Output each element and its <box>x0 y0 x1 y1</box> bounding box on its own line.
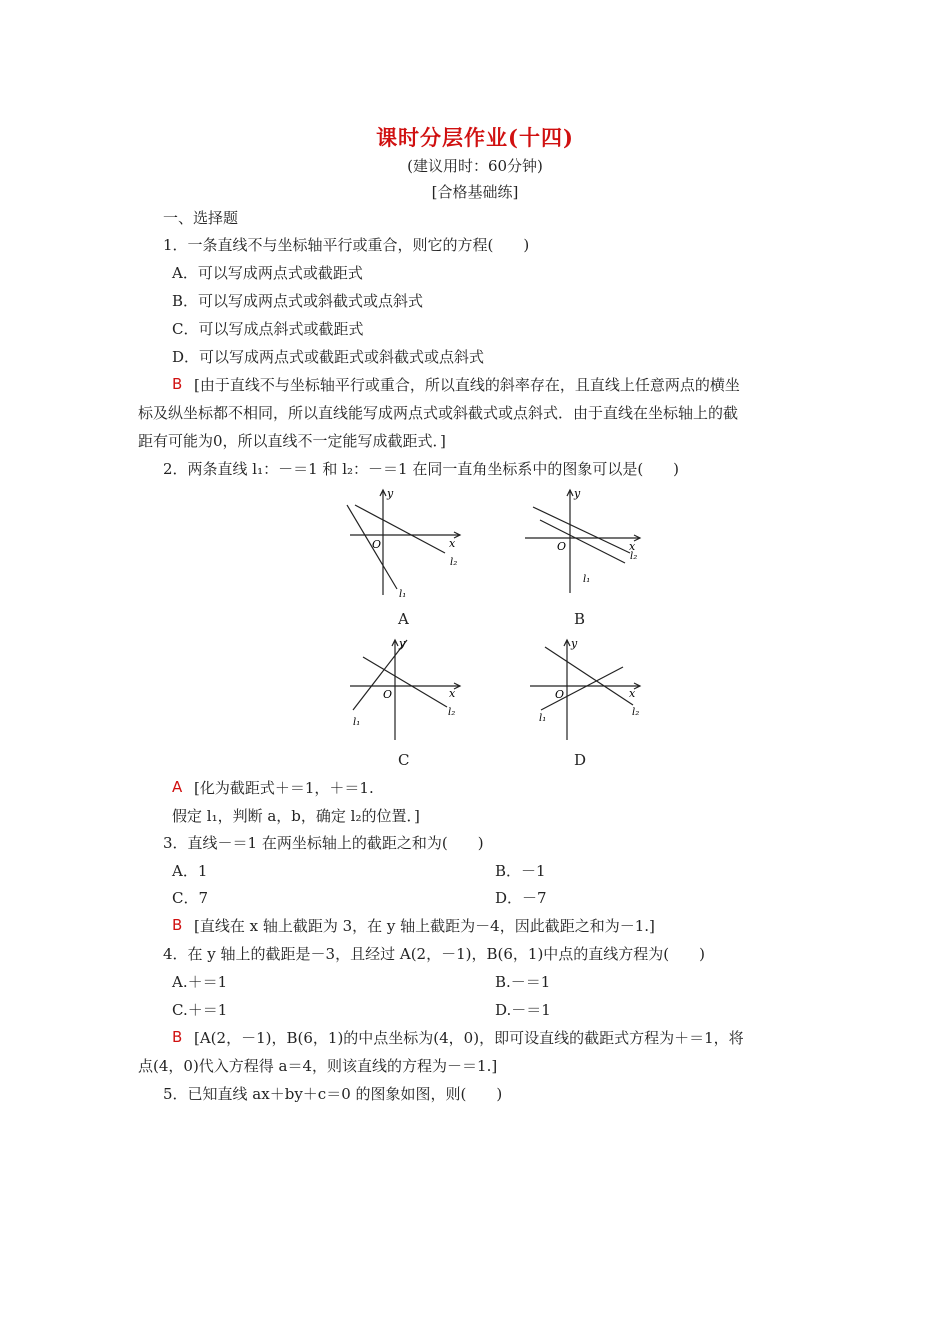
q3-option-a: A．1 <box>172 862 208 880</box>
q3-option-b: B．－1 <box>495 862 546 880</box>
q4-option-a: A.＋＝1 <box>172 973 228 991</box>
q1-explain-3: 距有可能为0，所以直线不一定能写成截距式．] <box>138 432 446 450</box>
graph-b-y-label: y <box>574 487 581 500</box>
q4-explain-1: [A(2，－1)，B(6，1)的中点坐标为(4，0)，即可设直线的截距式方程为＋＝1，将 <box>194 1029 744 1047</box>
graph-a-l1-label: l₁ <box>399 589 407 600</box>
graph-c-x-label: x <box>449 687 456 700</box>
graph-d-l2-label: l₂ <box>632 707 640 718</box>
graph-a-caption: A <box>398 610 409 628</box>
time-hint: (建议用时：60分钟) <box>407 157 543 175</box>
q5-stem: 5．已知直线 ax＋by＋c＝0 的图象如图，则( ) <box>163 1085 503 1103</box>
q2-answer: A <box>172 778 183 796</box>
graph-a-l2-label: l₂ <box>450 557 458 568</box>
section-label: [合格基础练] <box>431 183 519 201</box>
q1-explain-2: 标及纵坐标都不相同，所以直线能写成两点式或斜截式或点斜式．由于直线在坐标轴上的截 <box>138 404 739 422</box>
graph-b-x-label: x <box>629 540 636 553</box>
q4-answer: B <box>172 1028 183 1046</box>
q4-stem: 4．在 y 轴上的截距是－3，且经过 A(2，－1)，B(6，1)中点的直线方程为( ) <box>163 945 706 963</box>
graph-c-l1-label: l₁ <box>353 717 361 728</box>
graph-d-origin-label: O <box>555 688 565 701</box>
graph-d-caption: D <box>574 751 587 769</box>
graph-d-l1-label: l₁ <box>539 713 547 724</box>
q3-option-c: C．7 <box>172 889 209 907</box>
graph-b <box>515 485 645 600</box>
q4-explain-2: 点(4，0)代入方程得 a＝4，则该直线的方程为－＝1.] <box>138 1057 498 1075</box>
graph-c-origin-label: O <box>383 688 393 701</box>
graph-b-l1-label: l₁ <box>583 574 591 585</box>
q1-explain-1: [由于直线不与坐标轴平行或重合，所以直线的斜率存在，且直线上任意两点的横坐 <box>194 376 740 394</box>
graph-a-x-label: x <box>449 537 456 550</box>
graph-b-origin-label: O <box>557 540 567 553</box>
q4-option-c: C.＋＝1 <box>172 1001 228 1019</box>
q1-answer: B <box>172 375 183 393</box>
graph-c-l2-label: l₂ <box>448 707 456 718</box>
q2-stem: 2．两条直线 l₁：－＝1 和 l₂：－＝1 在同一直角坐标系中的图象可以是( ) <box>163 460 680 478</box>
q1-option-d: D．可以写成两点式或截距式或斜截式或点斜式 <box>172 348 485 366</box>
graph-d-y-label: y <box>571 637 578 650</box>
graph-d-x-label: x <box>629 687 636 700</box>
graph-d <box>515 635 645 745</box>
q3-option-d: D．－7 <box>495 889 547 907</box>
q4-option-d: D.－＝1 <box>495 1001 551 1019</box>
graph-a <box>335 485 465 600</box>
graph-c-y-label: y <box>399 637 406 650</box>
graph-c <box>335 635 465 745</box>
q2-explain-1: [化为截距式＋＝1，＋＝1. <box>194 779 374 797</box>
graph-c-caption: C <box>398 751 410 769</box>
graph-a-origin-label: O <box>372 538 382 551</box>
q2-explain-2: 假定 l₁，判断 a，b，确定 l₂的位置．] <box>172 807 420 825</box>
q1-stem: 1．一条直线不与坐标轴平行或重合，则它的方程( ) <box>163 236 530 254</box>
graph-a-y-label: y <box>387 487 394 500</box>
q3-answer: B <box>172 916 183 934</box>
q1-option-c: C．可以写成点斜式或截距式 <box>172 320 364 338</box>
part-heading: 一、选择题 <box>163 209 239 227</box>
q1-option-b: B．可以写成两点式或斜截式或点斜式 <box>172 292 424 310</box>
graph-b-l2-label: l₂ <box>630 551 638 562</box>
q1-option-a: A．可以写成两点式或截距式 <box>172 264 363 282</box>
q3-stem: 3．直线－＝1 在两坐标轴上的截距之和为( ) <box>163 834 484 852</box>
graph-b-caption: B <box>574 610 586 628</box>
page-title: 课时分层作业(十四) <box>376 125 574 150</box>
q4-option-b: B.－＝1 <box>495 973 551 991</box>
q3-explain: [直线在 x 轴上截距为 3，在 y 轴上截距为－4，因此截距之和为－1.] <box>194 917 655 935</box>
